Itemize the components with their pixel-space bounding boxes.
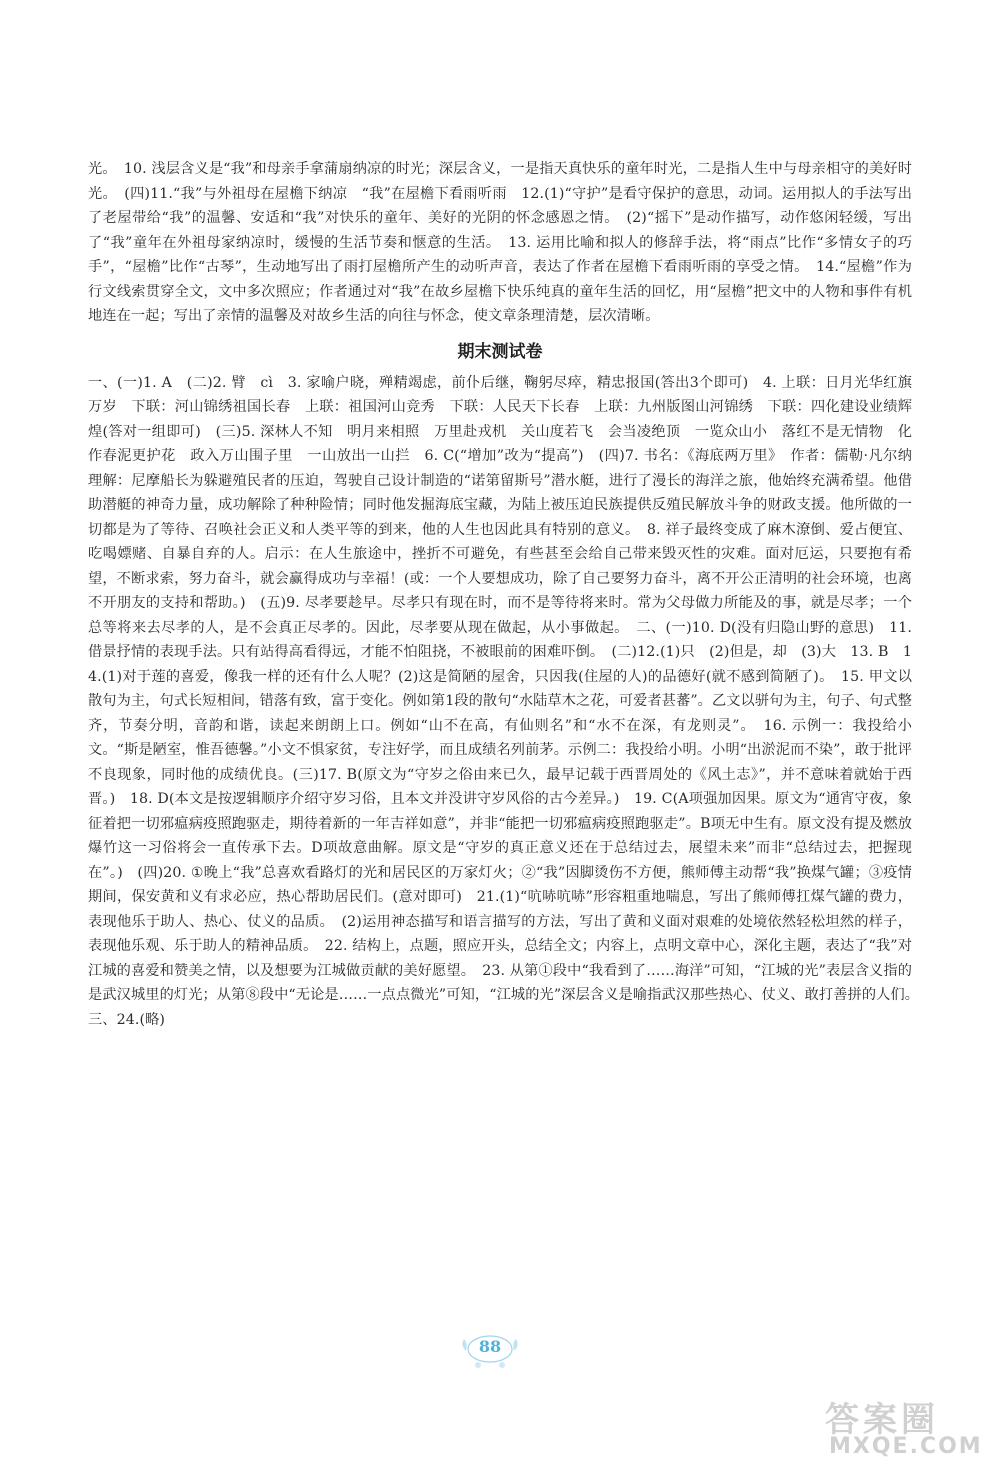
- page-number-badge: [458, 1327, 522, 1371]
- answer-content: [88, 157, 927, 1032]
- watermark-logo-text: 答案圈: [825, 1400, 939, 1440]
- page-number: 88: [478, 1337, 502, 1356]
- watermark-url-text: MXQE.COM: [829, 1434, 983, 1459]
- section-title: 期末测试卷: [457, 341, 543, 362]
- site-watermark: [815, 1392, 995, 1464]
- answers-prior-section: 光。 10. 浅层含义是“我”和母亲手拿蒲扇纳凉的时光；深层含义，一是指天真快乐的童年时光，二是指人生中与母亲相守的美好时光。 (四)11.“我”与外祖母在屋檐下纳凉 “我”在屋檐下看雨听雨 12.(1)“守护”是看守保护的意思，动词。运用拟人的手法写出了老屋带给“我”的温馨、安适和“我”对快乐的童年、美好的光阴的怀念感恩之情。 (2)“摇下”是动作描写，动作悠闲轻缓，写出了“我”童年在外祖母家纳凉时，缓慢的生活节奏和惬意的生活。 13. 运用比喻和拟人的修辞手法，将“雨点”比作“多情女子的巧手”，“屋檐”比作“古琴”，生动地写出了雨打屋檐所产生的动听声音，表达了作者在屋檐下看雨听雨的享受之情。 14.“屋檐”作为行文线索贯穿全文，文中多次照应；作者通过对“我”在故乡屋檐下快乐纯真的童年生活的回忆，用“屋檐”把文中的人物和事件有机地连在一起；写出了亲情的温馨及对故乡生活的向往与怀念，使文章条理清楚，层次清晰。: [88, 161, 912, 324]
- answers-final-exam: 一、(一)1. A (二)2. 臂 cì 3. 家喻户晓，殚精竭虑，前仆后继，鞠躬尽瘁，精忠报国(答出3个即可) 4. 上联：日月光华红旗万岁 下联：河山锦绣祖国长春 上联：祖国河山竞秀 下联：人民天下长春 上联：九州版图山河锦绣 下联：四化建设业绩辉煌(答对一组即可) (三)5. 深林人不知 明月来相照 万里赴戎机 关山度若飞 会当凌绝顶 一览众山小 落红不是无情物 化作春泥更护花 政入万山围子里 一山放出一山拦 6. C(“增加”改为“提高”) (四)7. 书名：《海底两万里》 作者：儒勒·凡尔纳 理解：尼摩船长为躲避殖民者的压迫，驾驶自己设计制造的“诺第留斯号”潜水艇，进行了漫长的海洋之旅，他始终充满希望。他借助潜艇的神奇力量，成功解除了种种险情；同时他发掘海底宝藏，为陆上被压迫民族提供反殖民解放斗争的财政支援。他所做的一切都是为了等待、召唤社会正义和人类平等的到来，他的人生也因此具有特别的意义。 8. 祥子最终变成了麻木潦倒、爱占便宜、吃喝嫖赌、自暴自弃的人。启示：在人生旅途中，挫折不可避免，有些甚至会给自己带来毁灭性的灾难。面对厄运，只要抱有希望，不断求索，努力奋斗，就会赢得成功与幸福！(或：一个人要想成功，除了自己要努力奋斗，离不开公正清明的社会环境，也离不开朋友的支持和帮助。) (五)9. 尽孝要趁早。尽孝只有现在时，而不是等待将来时。常为父母做力所能及的事，就是尽孝；一个总等将来去尽孝的人，是不会真正尽孝的。因此，尽孝要从现在做起，从小事做起。 二、(一)10. D(没有归隐山野的意思) 11. 借景抒情的表现手法。只有站得高看得远，才能不怕阻挠，不被眼前的困难吓倒。 (二)12.(1)只 (2)但是，却 (3)大 13. B 14.(1)对于莲的喜爱，像我一样的还有什么人呢？(2)这是简陋的屋舍，只因我(住屋的人)的品德好(就不感到简陋了)。 15. 甲文以散句为主，句式长短相间，错落有致，富于变化。例如第1段的散句“水陆草木之花，可爱者甚蕃”。乙文以骈句为主，句子、句式整齐，节奏分明，音韵和谐，读起来朗朗上口。例如“山不在高，有仙则名”和“水不在深，有龙则灵”。 16. 示例一：我投给小文。“斯是陋室，惟吾德馨。”小文不惧家贫，专注好学，而且成绩名列前茅。示例二：我投给小明。小明“出淤泥而不染”，敢于批评不良现象，同时他的成绩优良。(三)17. B(原文为“守岁之俗由来已久，最早记载于西晋周处的《风土志》”，并不意味着就始于西晋。) 18. D(本文是按逻辑顺序介绍守岁习俗，且本文并没讲守岁风俗的古今差异。) 19. C(A项强加因果。原文为“通宵守夜，象征着把一切邪瘟病疫照跑驱走，期待着新的一年吉祥如意”，并非“能把一切邪瘟病疫照跑驱走”。B项无中生有。原文没有提及燃放爆竹这一习俗将会一直传承下去。D项故意曲解。原文是“守岁的真正意义还在于总结过去，展望未来”而非“总结过去，把握现在”。) (四)20. ①晚上“我”总喜欢看路灯的光和居民区的万家灯火；②“我”因脚烫伤不方便，熊师傅主动帮“我”换煤气罐；③疫情期间，保安黄和义有求必应，热心帮助居民们。(意对即可) 21.(1)“吭哧吭哧”形容粗重地喘息，写出了熊师傅扛煤气罐的费力，表现他乐于助人、热心、仗义的品质。 (2)运用神态描写和语言描写的方法，写出了黄和义面对艰难的处境依然轻松坦然的样子，表现他乐观、乐于助人的精神品质。 22. 结构上，点题，照应开头，总结全文；内容上，点明文章中心，深化主题，表达了“我”对江城的喜爱和赞美之情，以及想要为江城做贡献的美好愿望。 23. 从第①段中“我看到了……海洋”可知，“江城的光”表层含义指的是武汉城里的灯光；从第⑧段中“无论是……一点点微光”可知，“江城的光”深层含义是喻指武汉那些热心、仗义、敢打善拼的人们。 三、24.(略): [88, 374, 927, 1028]
